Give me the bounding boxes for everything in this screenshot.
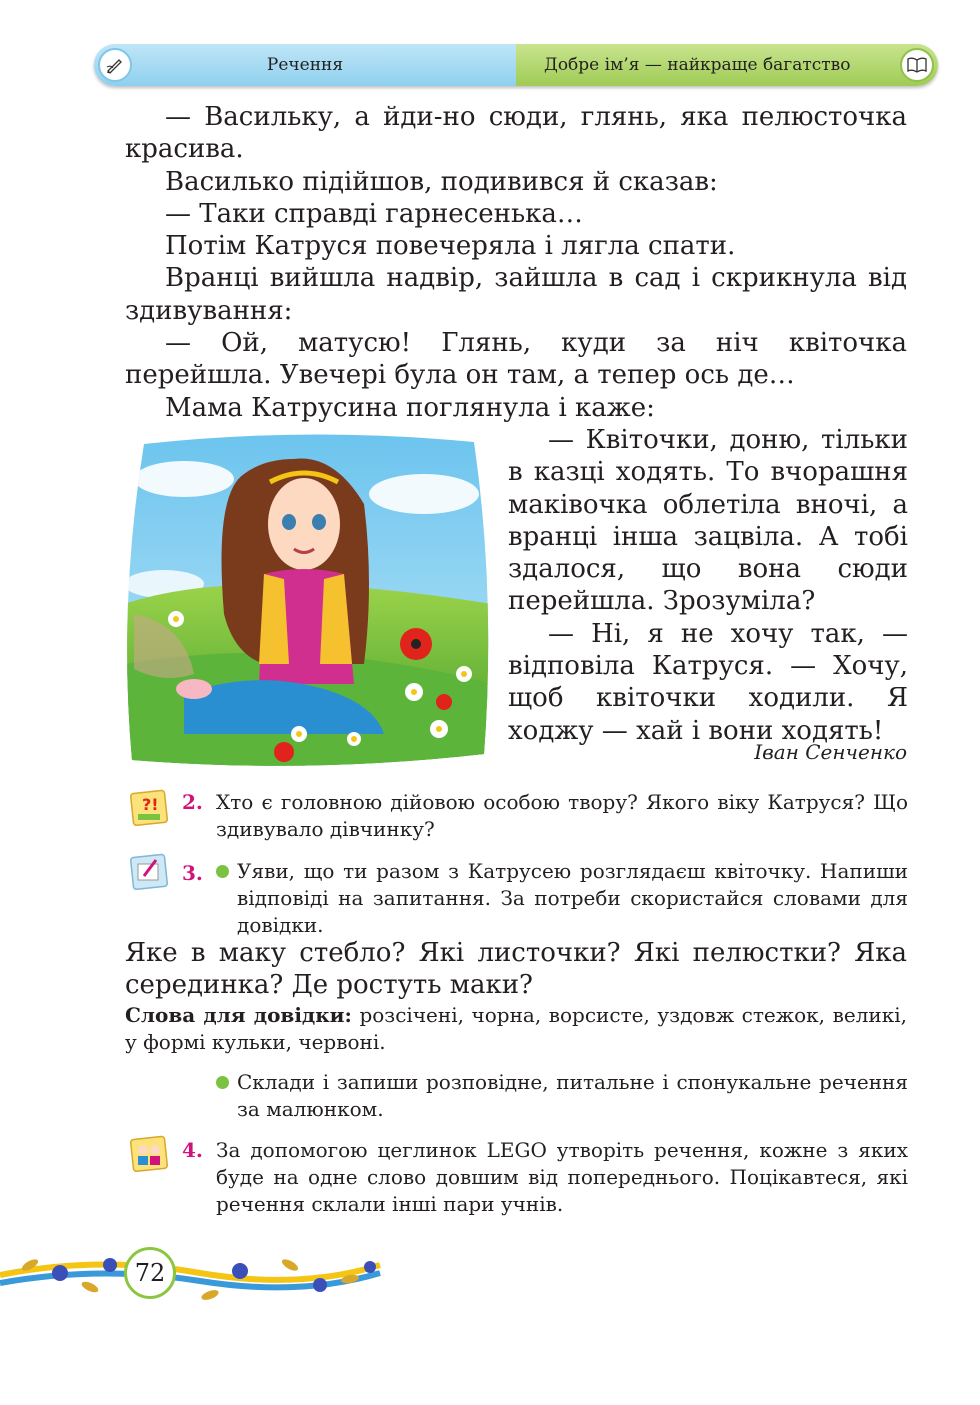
wheat-cornflower-ornament xyxy=(0,1235,390,1310)
task-number: 3. xyxy=(182,861,203,885)
page-header xyxy=(94,44,938,86)
story-text xyxy=(125,101,907,424)
writing-task-icon xyxy=(126,852,170,892)
story-paragraph: Василько підійшов, подивився й сказав: xyxy=(165,166,718,197)
page-number: 72 xyxy=(124,1247,176,1299)
task-text: Хто є головною дійовою особою твору? Якого віку Катруся? Що здивувало дівчинку? xyxy=(216,790,908,841)
story-paragraph: Потім Катруся повечеряла і лягла спати. xyxy=(165,231,736,262)
svg-text:?!: ?! xyxy=(142,795,159,814)
helper-words-list: розсічені, чорна, ворсисте, уздовж стежок, великі, у формі кульки, червоні. xyxy=(125,1003,907,1054)
task-questions: Яке в маку стебло? Які листочки? Які пелюстки? Яка серединка? Де ростуть маки? xyxy=(125,938,907,1001)
header-unit-title: Добре ім’я — найкраще багатство xyxy=(544,55,851,75)
task-instruction: Уяви, що ти разом з Катрусею розглядаєш квіточку. Напиши відповіді на запитання. За потреби скористайся словами для довідки. xyxy=(237,859,908,937)
pair-work-task-icon xyxy=(126,1134,170,1174)
task-number: 4. xyxy=(182,1138,203,1162)
bullet-icon xyxy=(216,865,229,878)
task-text: За допомогою цеглинок LEGO утворіть речення, кожне з яких буде на одне слово довшим від попереднього. Поцікавтеся, які речення склали інші пари учнів. xyxy=(216,1138,908,1216)
header-section-right xyxy=(516,44,938,86)
task-instruction: Склади і запиши розповідне, питальне і спонукальне речення за малюнком. xyxy=(237,1070,908,1121)
story-paragraph: Мама Катрусина поглянула і каже: xyxy=(165,392,655,423)
header-section-left xyxy=(94,44,516,86)
story-paragraph: — Васильку, а йди-но сюди, глянь, яка пелюсточка красива. xyxy=(125,102,907,165)
thinking-task-icon xyxy=(126,788,170,828)
story-paragraph: — Таки справді гарнесенька… xyxy=(165,198,583,229)
story-paragraph: — Квіточки, доню, тільки в казці ходять. То вчорашня маківочка облетіла вночі, а вранці інша зацвіла. А тобі здалося, що вона сюди перейшла. Зрозуміла? xyxy=(508,425,908,617)
task-text xyxy=(216,858,908,939)
book-icon xyxy=(900,48,934,82)
header-section-title: Речення xyxy=(266,55,344,75)
story-paragraph: Вранці вийшла надвір, зайшла в сад і скрикнула від здивування: xyxy=(125,263,907,326)
girl-in-meadow-illustration xyxy=(124,434,492,768)
bullet-icon xyxy=(216,1076,229,1089)
pen-icon xyxy=(98,48,132,82)
task-text xyxy=(216,1069,908,1123)
task-number: 2. xyxy=(182,790,203,814)
story-author: Іван Сенченко xyxy=(754,740,907,764)
helper-words-label: Слова для довідки: xyxy=(125,1003,352,1027)
story-paragraph: — Ой, матусю! Глянь, куди за ніч квіточка перейшла. Увечері була он там, а тепер ось де… xyxy=(125,328,907,391)
story-text-wrapped xyxy=(508,424,908,747)
helper-words xyxy=(125,1002,907,1056)
story-paragraph: — Ні, я не хочу так, — відповіла Катруся. — Хочу, щоб квіточки ходили. Я ходжу — хай і вони ходять! xyxy=(508,618,908,746)
